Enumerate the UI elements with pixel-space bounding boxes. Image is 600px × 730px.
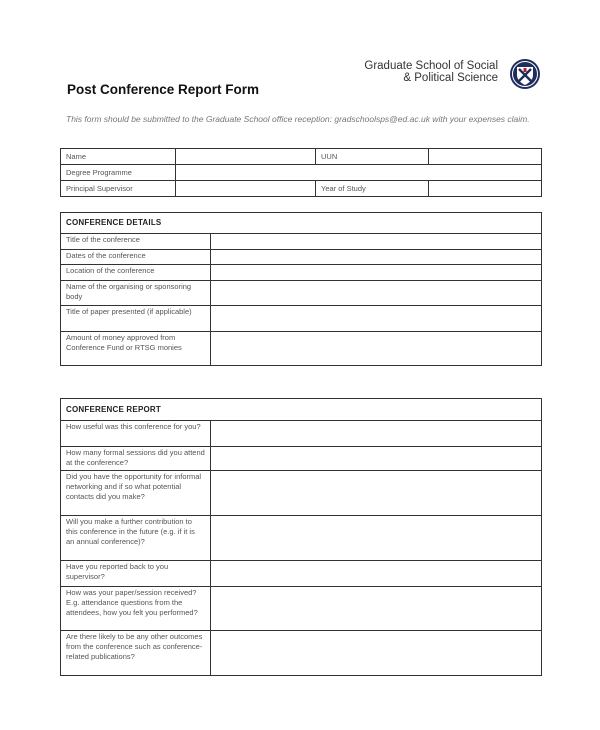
principal-supervisor-label: Principal Supervisor <box>61 181 176 197</box>
report-answer-field[interactable] <box>211 561 542 587</box>
uun-label: UUN <box>316 149 429 165</box>
degree-programme-label: Degree Programme <box>61 165 176 181</box>
details-field[interactable] <box>211 332 542 366</box>
report-answer-field[interactable] <box>211 516 542 561</box>
details-label: Amount of money approved from Conference Fund or RTSG monies <box>61 332 211 366</box>
details-label: Title of paper presented (if applicable) <box>61 306 211 332</box>
report-answer-field[interactable] <box>211 631 542 676</box>
report-answer-field[interactable] <box>211 447 542 471</box>
details-field[interactable] <box>211 281 542 306</box>
report-question: How many formal sessions did you attend at the conference? <box>61 447 211 471</box>
details-field[interactable] <box>211 265 542 281</box>
details-field[interactable] <box>211 234 542 250</box>
principal-supervisor-field[interactable] <box>176 181 316 197</box>
details-field[interactable] <box>211 250 542 265</box>
details-field[interactable] <box>211 306 542 332</box>
report-answer-field[interactable] <box>211 421 542 447</box>
report-question: How was your paper/session received? E.g. attendance questions from the attendees, how you felt you performed? <box>61 587 211 631</box>
degree-programme-field[interactable] <box>176 165 542 181</box>
student-info-table <box>60 148 542 197</box>
name-label: Name <box>61 149 176 165</box>
report-answer-field[interactable] <box>211 471 542 516</box>
conference-report-heading: CONFERENCE REPORT <box>61 399 542 421</box>
name-field[interactable] <box>176 149 316 165</box>
details-label: Dates of the conference <box>61 250 211 265</box>
details-label: Name of the organising or sponsoring body <box>61 281 211 306</box>
report-question: Have you reported back to you supervisor? <box>61 561 211 587</box>
uun-field[interactable] <box>429 149 542 165</box>
school-name-line1: Graduate School of Social <box>364 60 498 72</box>
year-of-study-field[interactable] <box>429 181 542 197</box>
conference-report-table <box>60 398 542 676</box>
report-question: How useful was this conference for you? <box>61 421 211 447</box>
page-title: Post Conference Report Form <box>67 82 260 97</box>
submission-instructions: This form should be submitted to the Graduate School office reception: gradschoolsps@ed.ac.uk with your expenses claim. <box>66 114 530 124</box>
details-label: Title of the conference <box>61 234 211 250</box>
report-question: Will you make a further contribution to this conference in the future (e.g. if it is an annual conference)? <box>61 516 211 561</box>
report-question: Are there likely to be any other outcomes from the conference such as conference-related publications? <box>61 631 211 676</box>
school-name <box>330 60 498 84</box>
school-name-line2: & Political Science <box>403 72 498 84</box>
conference-details-heading: CONFERENCE DETAILS <box>61 213 542 234</box>
report-answer-field[interactable] <box>211 587 542 631</box>
conference-details-table <box>60 212 542 366</box>
university-crest-icon <box>509 58 541 90</box>
details-label: Location of the conference <box>61 265 211 281</box>
report-question: Did you have the opportunity for informal networking and if so what potential contacts did you make? <box>61 471 211 516</box>
year-of-study-label: Year of Study <box>316 181 429 197</box>
